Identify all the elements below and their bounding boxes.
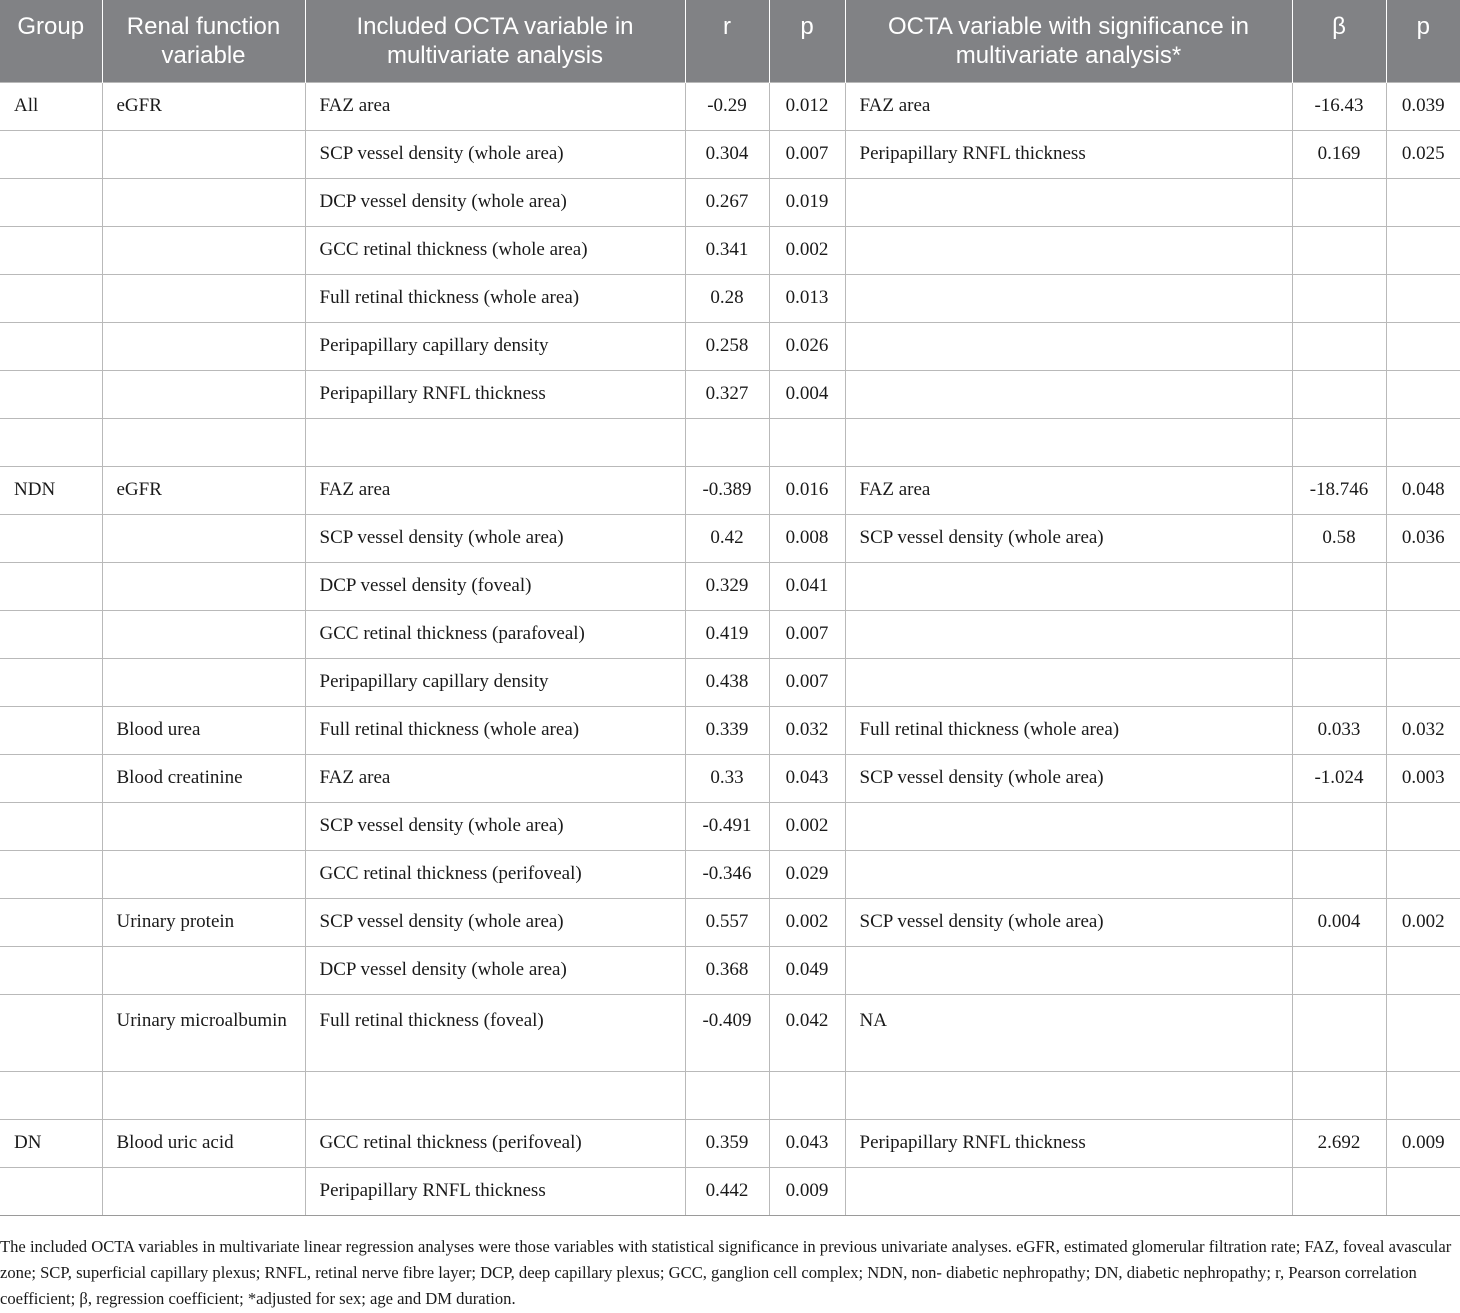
table-row <box>0 802 1460 850</box>
cell-p <box>769 418 845 466</box>
cell-p: 0.019 <box>769 178 845 226</box>
cell-group <box>0 322 102 370</box>
cell-renal-variable <box>102 562 305 610</box>
table-header <box>0 0 1460 82</box>
cell-group: DN <box>0 1119 102 1167</box>
cell-p: 0.002 <box>769 898 845 946</box>
table-row <box>0 1119 1460 1167</box>
cell-significant-octa <box>845 610 1292 658</box>
cell-significant-octa: Full retinal thickness (whole area) <box>845 706 1292 754</box>
cell-p-multivariate <box>1386 274 1460 322</box>
cell-p-multivariate <box>1386 562 1460 610</box>
cell-p-multivariate <box>1386 850 1460 898</box>
table-footnote: The included OCTA variables in multivariate linear regression analyses were those variables with statistical significance in previous univariate analyses. eGFR, estimated glomerular filtration rate; FAZ, foveal avascular zone; SCP, superficial capillary plexus; RNFL, retinal nerve fibre layer; DCP, deep capillary plexus; GCC, ganglion cell complex; NDN, non- diabetic nephropathy; DN, diabetic nephropathy; r, Pearson correlation coefficient; β, regression coefficient; *adjusted for sex; age and DM duration. <box>0 1237 1452 1308</box>
table-row <box>0 994 1460 1071</box>
cell-r: 0.258 <box>685 322 769 370</box>
cell-r: 0.339 <box>685 706 769 754</box>
cell-p: 0.007 <box>769 610 845 658</box>
cell-p-multivariate <box>1386 226 1460 274</box>
cell-renal-variable <box>102 610 305 658</box>
table-row <box>0 130 1460 178</box>
cell-beta <box>1292 178 1386 226</box>
header-significant-octa: OCTA variable with significance in multivariate analysis* <box>845 0 1292 82</box>
cell-beta <box>1292 1167 1386 1215</box>
cell-r: 0.327 <box>685 370 769 418</box>
cell-significant-octa <box>845 658 1292 706</box>
table-row <box>0 514 1460 562</box>
cell-significant-octa: SCP vessel density (whole area) <box>845 898 1292 946</box>
cell-group <box>0 178 102 226</box>
cell-p: 0.013 <box>769 274 845 322</box>
cell-beta: 0.033 <box>1292 706 1386 754</box>
cell-group <box>0 274 102 322</box>
cell-p-multivariate <box>1386 994 1460 1071</box>
cell-beta <box>1292 562 1386 610</box>
cell-renal-variable <box>102 226 305 274</box>
cell-p-multivariate <box>1386 1167 1460 1215</box>
cell-p <box>769 1071 845 1119</box>
cell-p: 0.043 <box>769 754 845 802</box>
cell-r <box>685 1071 769 1119</box>
cell-group <box>0 418 102 466</box>
cell-p-multivariate <box>1386 658 1460 706</box>
cell-beta <box>1292 226 1386 274</box>
cell-group <box>0 802 102 850</box>
cell-beta <box>1292 1071 1386 1119</box>
table-row <box>0 82 1460 130</box>
cell-p: 0.032 <box>769 706 845 754</box>
cell-group <box>0 754 102 802</box>
cell-p-multivariate <box>1386 610 1460 658</box>
cell-p-multivariate <box>1386 322 1460 370</box>
cell-included-octa: FAZ area <box>305 466 685 514</box>
cell-renal-variable <box>102 370 305 418</box>
table-row <box>0 178 1460 226</box>
cell-group: All <box>0 82 102 130</box>
cell-r: 0.304 <box>685 130 769 178</box>
cell-p: 0.029 <box>769 850 845 898</box>
cell-p: 0.041 <box>769 562 845 610</box>
cell-included-octa: GCC retinal thickness (perifoveal) <box>305 1119 685 1167</box>
cell-beta: -16.43 <box>1292 82 1386 130</box>
header-p-multivariate: p <box>1386 0 1460 82</box>
cell-renal-variable <box>102 514 305 562</box>
cell-significant-octa <box>845 418 1292 466</box>
cell-renal-variable: eGFR <box>102 82 305 130</box>
cell-included-octa: SCP vessel density (whole area) <box>305 130 685 178</box>
cell-group <box>0 658 102 706</box>
cell-significant-octa: FAZ area <box>845 82 1292 130</box>
cell-significant-octa: SCP vessel density (whole area) <box>845 754 1292 802</box>
table-row <box>0 1071 1460 1119</box>
cell-p: 0.007 <box>769 658 845 706</box>
cell-p-multivariate <box>1386 802 1460 850</box>
cell-p-multivariate <box>1386 946 1460 994</box>
table-row <box>0 706 1460 754</box>
cell-included-octa: Peripapillary capillary density <box>305 322 685 370</box>
cell-p: 0.009 <box>769 1167 845 1215</box>
table-row <box>0 466 1460 514</box>
cell-p-multivariate: 0.036 <box>1386 514 1460 562</box>
cell-p-multivariate: 0.032 <box>1386 706 1460 754</box>
cell-beta <box>1292 946 1386 994</box>
cell-p: 0.012 <box>769 82 845 130</box>
cell-group <box>0 706 102 754</box>
cell-p: 0.007 <box>769 130 845 178</box>
cell-significant-octa <box>845 274 1292 322</box>
cell-included-octa: GCC retinal thickness (whole area) <box>305 226 685 274</box>
cell-significant-octa <box>845 1167 1292 1215</box>
cell-p-multivariate <box>1386 418 1460 466</box>
cell-renal-variable <box>102 850 305 898</box>
cell-significant-octa <box>845 226 1292 274</box>
cell-significant-octa <box>845 946 1292 994</box>
cell-p-multivariate <box>1386 178 1460 226</box>
cell-group <box>0 1071 102 1119</box>
table-row <box>0 274 1460 322</box>
cell-renal-variable: Urinary protein <box>102 898 305 946</box>
cell-included-octa: Full retinal thickness (whole area) <box>305 706 685 754</box>
header-included-octa: Included OCTA variable in multivariate analysis <box>305 0 685 82</box>
cell-group: NDN <box>0 466 102 514</box>
cell-p: 0.042 <box>769 994 845 1071</box>
cell-r: 0.341 <box>685 226 769 274</box>
cell-renal-variable <box>102 658 305 706</box>
cell-p-multivariate: 0.048 <box>1386 466 1460 514</box>
table-row <box>0 1167 1460 1215</box>
cell-p-multivariate <box>1386 1071 1460 1119</box>
header-beta: β <box>1292 0 1386 82</box>
cell-p: 0.004 <box>769 370 845 418</box>
cell-r: 0.419 <box>685 610 769 658</box>
cell-p-multivariate: 0.002 <box>1386 898 1460 946</box>
table-row <box>0 754 1460 802</box>
cell-significant-octa <box>845 1071 1292 1119</box>
cell-beta <box>1292 850 1386 898</box>
cell-beta <box>1292 418 1386 466</box>
table-row <box>0 322 1460 370</box>
cell-p: 0.008 <box>769 514 845 562</box>
cell-significant-octa: Peripapillary RNFL thickness <box>845 130 1292 178</box>
cell-r: 0.368 <box>685 946 769 994</box>
cell-p-multivariate: 0.003 <box>1386 754 1460 802</box>
cell-included-octa <box>305 1071 685 1119</box>
cell-renal-variable: eGFR <box>102 466 305 514</box>
cell-p-multivariate: 0.025 <box>1386 130 1460 178</box>
cell-beta <box>1292 370 1386 418</box>
header-renal-variable: Renal function variable <box>102 0 305 82</box>
cell-significant-octa <box>845 850 1292 898</box>
cell-group <box>0 610 102 658</box>
cell-significant-octa: FAZ area <box>845 466 1292 514</box>
cell-p-multivariate <box>1386 370 1460 418</box>
cell-included-octa: Peripapillary RNFL thickness <box>305 370 685 418</box>
cell-significant-octa <box>845 802 1292 850</box>
cell-r: -0.409 <box>685 994 769 1071</box>
cell-group <box>0 994 102 1071</box>
table-row <box>0 370 1460 418</box>
cell-r: 0.33 <box>685 754 769 802</box>
cell-renal-variable: Urinary microalbumin <box>102 994 305 1071</box>
cell-group <box>0 898 102 946</box>
cell-beta: -18.746 <box>1292 466 1386 514</box>
cell-beta <box>1292 802 1386 850</box>
cell-renal-variable <box>102 1167 305 1215</box>
table-row <box>0 658 1460 706</box>
cell-p: 0.016 <box>769 466 845 514</box>
cell-significant-octa <box>845 178 1292 226</box>
cell-renal-variable <box>102 1071 305 1119</box>
cell-group <box>0 946 102 994</box>
cell-r <box>685 418 769 466</box>
cell-group <box>0 1167 102 1215</box>
cell-included-octa: Full retinal thickness (whole area) <box>305 274 685 322</box>
table-row <box>0 562 1460 610</box>
cell-p: 0.026 <box>769 322 845 370</box>
cell-renal-variable: Blood urea <box>102 706 305 754</box>
cell-renal-variable <box>102 418 305 466</box>
cell-r: 0.42 <box>685 514 769 562</box>
cell-r: 0.438 <box>685 658 769 706</box>
header-r: r <box>685 0 769 82</box>
cell-included-octa: Peripapillary RNFL thickness <box>305 1167 685 1215</box>
cell-r: 0.557 <box>685 898 769 946</box>
cell-renal-variable <box>102 322 305 370</box>
cell-included-octa: GCC retinal thickness (perifoveal) <box>305 850 685 898</box>
cell-beta <box>1292 610 1386 658</box>
cell-included-octa: DCP vessel density (whole area) <box>305 946 685 994</box>
table-row <box>0 418 1460 466</box>
table-body <box>0 82 1460 1215</box>
cell-included-octa: FAZ area <box>305 82 685 130</box>
cell-included-octa: SCP vessel density (whole area) <box>305 514 685 562</box>
cell-group <box>0 562 102 610</box>
cell-significant-octa <box>845 322 1292 370</box>
cell-significant-octa: NA <box>845 994 1292 1071</box>
cell-renal-variable: Blood uric acid <box>102 1119 305 1167</box>
table-row <box>0 946 1460 994</box>
cell-significant-octa: SCP vessel density (whole area) <box>845 514 1292 562</box>
cell-included-octa: FAZ area <box>305 754 685 802</box>
cell-beta <box>1292 322 1386 370</box>
cell-beta: -1.024 <box>1292 754 1386 802</box>
cell-p: 0.043 <box>769 1119 845 1167</box>
cell-r: -0.389 <box>685 466 769 514</box>
cell-renal-variable <box>102 178 305 226</box>
cell-significant-octa <box>845 370 1292 418</box>
cell-included-octa: DCP vessel density (whole area) <box>305 178 685 226</box>
cell-p-multivariate: 0.039 <box>1386 82 1460 130</box>
cell-renal-variable <box>102 946 305 994</box>
cell-r: 0.28 <box>685 274 769 322</box>
cell-beta <box>1292 274 1386 322</box>
cell-renal-variable: Blood creatinine <box>102 754 305 802</box>
cell-group <box>0 130 102 178</box>
cell-p-multivariate: 0.009 <box>1386 1119 1460 1167</box>
cell-included-octa: DCP vessel density (foveal) <box>305 562 685 610</box>
cell-renal-variable <box>102 130 305 178</box>
cell-significant-octa <box>845 562 1292 610</box>
cell-beta: 0.169 <box>1292 130 1386 178</box>
cell-r: 0.329 <box>685 562 769 610</box>
cell-beta: 2.692 <box>1292 1119 1386 1167</box>
cell-beta <box>1292 658 1386 706</box>
cell-beta: 0.004 <box>1292 898 1386 946</box>
header-row <box>0 0 1460 82</box>
cell-p: 0.002 <box>769 802 845 850</box>
cell-r: -0.491 <box>685 802 769 850</box>
header-group: Group <box>0 0 102 82</box>
cell-beta: 0.58 <box>1292 514 1386 562</box>
cell-renal-variable <box>102 802 305 850</box>
cell-r: 0.359 <box>685 1119 769 1167</box>
cell-included-octa: SCP vessel density (whole area) <box>305 898 685 946</box>
cell-p: 0.049 <box>769 946 845 994</box>
cell-included-octa <box>305 418 685 466</box>
table-row <box>0 898 1460 946</box>
cell-r: 0.267 <box>685 178 769 226</box>
cell-included-octa: Peripapillary capillary density <box>305 658 685 706</box>
cell-included-octa: Full retinal thickness (foveal) <box>305 994 685 1071</box>
cell-group <box>0 370 102 418</box>
table-row <box>0 850 1460 898</box>
cell-r: -0.346 <box>685 850 769 898</box>
cell-beta <box>1292 994 1386 1071</box>
cell-p: 0.002 <box>769 226 845 274</box>
cell-group <box>0 226 102 274</box>
cell-included-octa: SCP vessel density (whole area) <box>305 802 685 850</box>
cell-group <box>0 850 102 898</box>
cell-r: -0.29 <box>685 82 769 130</box>
cell-significant-octa: Peripapillary RNFL thickness <box>845 1119 1292 1167</box>
table-row <box>0 226 1460 274</box>
table-row <box>0 610 1460 658</box>
cell-included-octa: GCC retinal thickness (parafoveal) <box>305 610 685 658</box>
cell-renal-variable <box>102 274 305 322</box>
cell-r: 0.442 <box>685 1167 769 1215</box>
header-p: p <box>769 0 845 82</box>
cell-group <box>0 514 102 562</box>
